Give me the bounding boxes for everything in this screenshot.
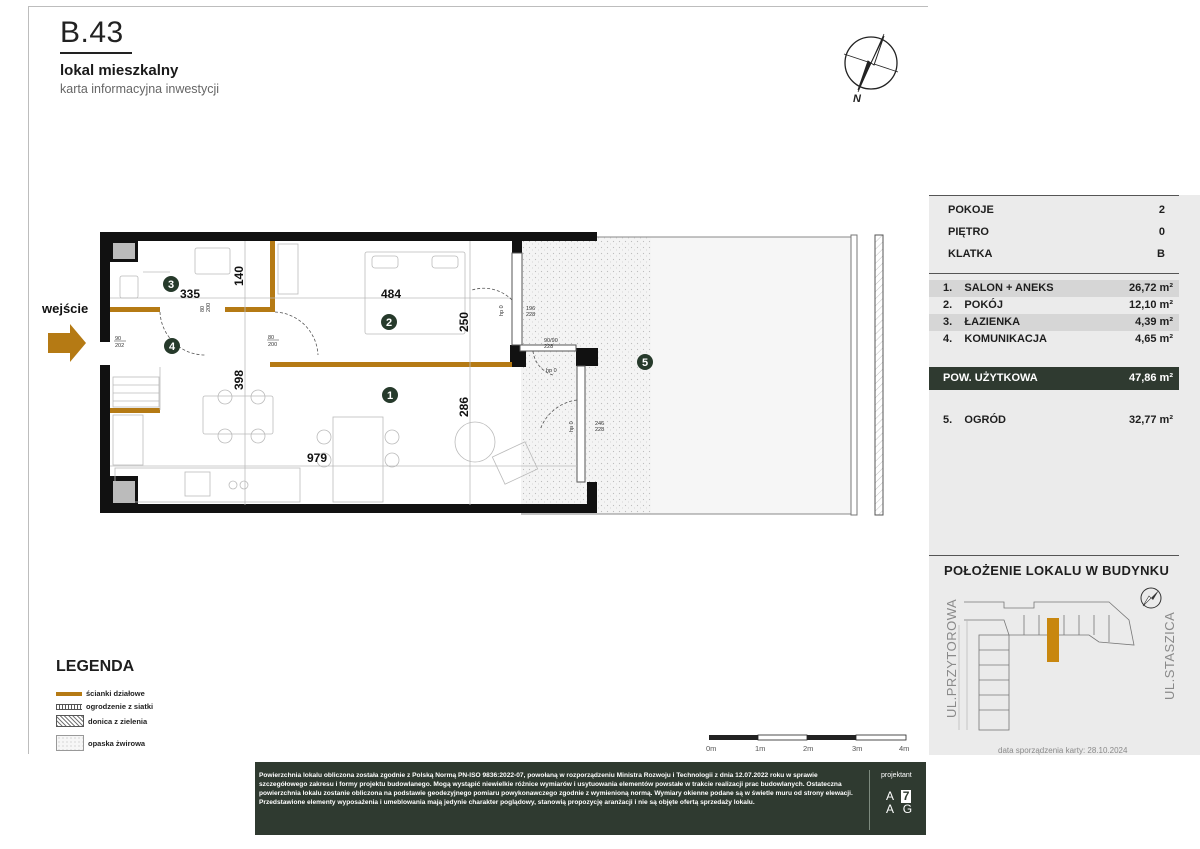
usable-area-value: 47,86 m² xyxy=(1128,372,1173,384)
room-num: 2. xyxy=(943,299,953,311)
room-marker-2: 2 xyxy=(385,317,393,329)
legend-item-partition: ścianki działowe xyxy=(56,689,145,698)
scale-label-0: 0m xyxy=(706,744,717,753)
room-area: 12,10 m² xyxy=(1128,299,1173,311)
room-num: 1. xyxy=(943,282,953,294)
stat-label: KLATKA xyxy=(948,248,993,260)
garden-num: 5. xyxy=(943,414,953,426)
dimension-398: 398 xyxy=(232,369,246,390)
shaft-bottom xyxy=(113,481,135,503)
stat-row-rooms xyxy=(948,204,1165,216)
room-marker-1: 1 xyxy=(386,390,394,402)
rooms-table xyxy=(929,280,1179,350)
room-num: 4. xyxy=(943,333,953,345)
room-name: ŁAZIENKA xyxy=(964,316,1021,328)
card-date: data sporządzenia karty: 28.10.2024 xyxy=(998,746,1128,755)
stat-row-floor xyxy=(948,226,1165,238)
stat-label: PIĘTRO xyxy=(948,226,989,238)
location-top-rule xyxy=(929,555,1179,556)
room-name: SALON + ANEKS xyxy=(964,282,1054,294)
footer-text: Powierzchnia lokalu obliczona została zgodnie z Polską Normą PN-ISO 9836:2022-07, powołaną w rozporządzeniu Ministra Rozwoju i Technologii z dnia 12.07.2022 roku w sprawie szczegółowego zakresu i formy projektu budowlanego. Mogą wystąpić niewielkie różnice wymiarów i usytuowania elementów powstałe w trakcie realizacji prac budowlanych. Ostateczna powierzchnia lokalu zostanie obliczona na podstawie geodezyjnego pomiaru powykonawczego zgodnie z wymienioną normą. Wymiary okienne podane są w świetle muru od strony elewacji. Przedstawione elementy wyposażenia i umeblowania mają jedynie charakter poglądowy, stanowią propozycję aranżacji i nie są objęte ofertą sprzedaży lokalu. xyxy=(259,772,853,806)
usable-area-row xyxy=(929,367,1179,390)
stat-value: B xyxy=(1157,248,1165,260)
stat-value: 0 xyxy=(1158,226,1165,238)
room-name: POKÓJ xyxy=(964,299,1003,311)
window-tag-1-bottom: 228 xyxy=(526,312,536,318)
room-row-3 xyxy=(943,316,1173,328)
door-tag-bath-top: 80 xyxy=(200,305,206,312)
window-tag-1-top: 196 xyxy=(526,306,536,312)
partition-walls xyxy=(110,241,512,413)
legend-item-planter: donica z zieleniа xyxy=(56,715,147,727)
designer-label: projektant xyxy=(881,772,912,779)
floor-plan xyxy=(0,0,900,560)
legend-swatch xyxy=(56,704,82,710)
site-map xyxy=(929,580,1200,750)
usable-area-label: POW. UŻYTKOWA xyxy=(943,372,1038,384)
scale-label-2: 2m xyxy=(803,744,814,753)
dimension-250: 250 xyxy=(457,311,471,332)
garden-name: OGRÓD xyxy=(964,414,1006,426)
compass-label: N xyxy=(853,93,861,105)
scale-label-1: 1m xyxy=(755,744,766,753)
dimension-979: 979 xyxy=(307,451,328,465)
stat-row-staircase xyxy=(948,248,1165,260)
door-tag-bath-bottom: 200 xyxy=(206,302,212,312)
designer-logo: A 7 A G xyxy=(886,789,913,816)
garden-area: 32,77 m² xyxy=(1128,414,1173,426)
legend-swatch xyxy=(56,692,82,696)
shaft-top xyxy=(113,243,135,259)
garden-row xyxy=(929,412,1179,430)
door-tag-bed-top: 80 xyxy=(268,335,275,341)
legend-swatch xyxy=(56,735,84,751)
unit-type: lokal mieszkalny xyxy=(60,62,179,79)
rooms-top-rule xyxy=(929,273,1179,274)
footer-disclaimer xyxy=(255,762,926,835)
unit-subtitle: karta informacyjna inwestycji xyxy=(60,82,220,96)
room-row-2 xyxy=(943,299,1173,311)
room-name: KOMUNIKACJA xyxy=(964,333,1047,345)
info-panel-top-rule xyxy=(929,195,1179,196)
stats-table xyxy=(929,200,1179,270)
unit-code: B.43 xyxy=(60,16,124,49)
location-title: POŁOŻENIE LOKALU W BUDYNKU xyxy=(944,563,1170,578)
street-label-right: UL.STASZICA xyxy=(1162,611,1177,700)
window-tag-2-top: 90/90 xyxy=(544,338,558,344)
window-tag-3-top: 246 xyxy=(595,421,605,427)
dimension-286: 286 xyxy=(457,396,471,417)
legend-item-fence: ogrodzenie z siatki xyxy=(56,702,153,711)
dimension-484: 484 xyxy=(381,287,402,301)
window-tag-1-hp: hp 0 xyxy=(499,305,505,316)
room-marker-4: 4 xyxy=(168,341,176,353)
dimension-140: 140 xyxy=(232,265,246,286)
footer-divider xyxy=(869,770,870,830)
window-tag-2-hp: hp 0 xyxy=(546,368,557,374)
unit-location-highlight xyxy=(1047,618,1059,662)
dimension-335: 335 xyxy=(180,287,201,301)
room-area: 4,39 m² xyxy=(1135,316,1173,328)
legend-swatch xyxy=(56,715,84,727)
street-label-left: UL.PRZYTOROWA xyxy=(944,598,959,718)
door-tag-entry-bottom: 202 xyxy=(115,343,125,349)
site-north-arrow-icon xyxy=(1141,588,1161,608)
door-tag-bed-bottom: 200 xyxy=(268,342,278,348)
room-marker-5: 5 xyxy=(641,357,649,369)
stat-value: 2 xyxy=(1158,204,1165,216)
room-row-4 xyxy=(943,333,1173,345)
legend-item-gravel: opaska żwirowa xyxy=(56,735,145,751)
stat-label: POKOJE xyxy=(948,204,994,216)
room-row-1 xyxy=(943,282,1173,294)
room-area: 4,65 m² xyxy=(1135,333,1173,345)
window-tag-3-bottom: 228 xyxy=(595,427,605,433)
room-num: 3. xyxy=(943,316,953,328)
window-tag-2-bottom: 228 xyxy=(544,344,554,350)
room-area: 26,72 m² xyxy=(1128,282,1173,294)
entrance-label: wejście xyxy=(42,301,89,316)
scale-label-3: 3m xyxy=(852,744,863,753)
room-marker-3: 3 xyxy=(167,279,175,291)
scale-label-4: 4m xyxy=(899,744,910,753)
interior-lines xyxy=(110,241,577,505)
entrance-arrow-icon xyxy=(48,324,86,362)
legend-title: LEGENDA xyxy=(56,658,135,675)
door-tag-entry-top: 90 xyxy=(115,336,122,342)
window-tag-3-hp: hp 0 xyxy=(569,421,575,432)
garden-area xyxy=(521,235,883,515)
